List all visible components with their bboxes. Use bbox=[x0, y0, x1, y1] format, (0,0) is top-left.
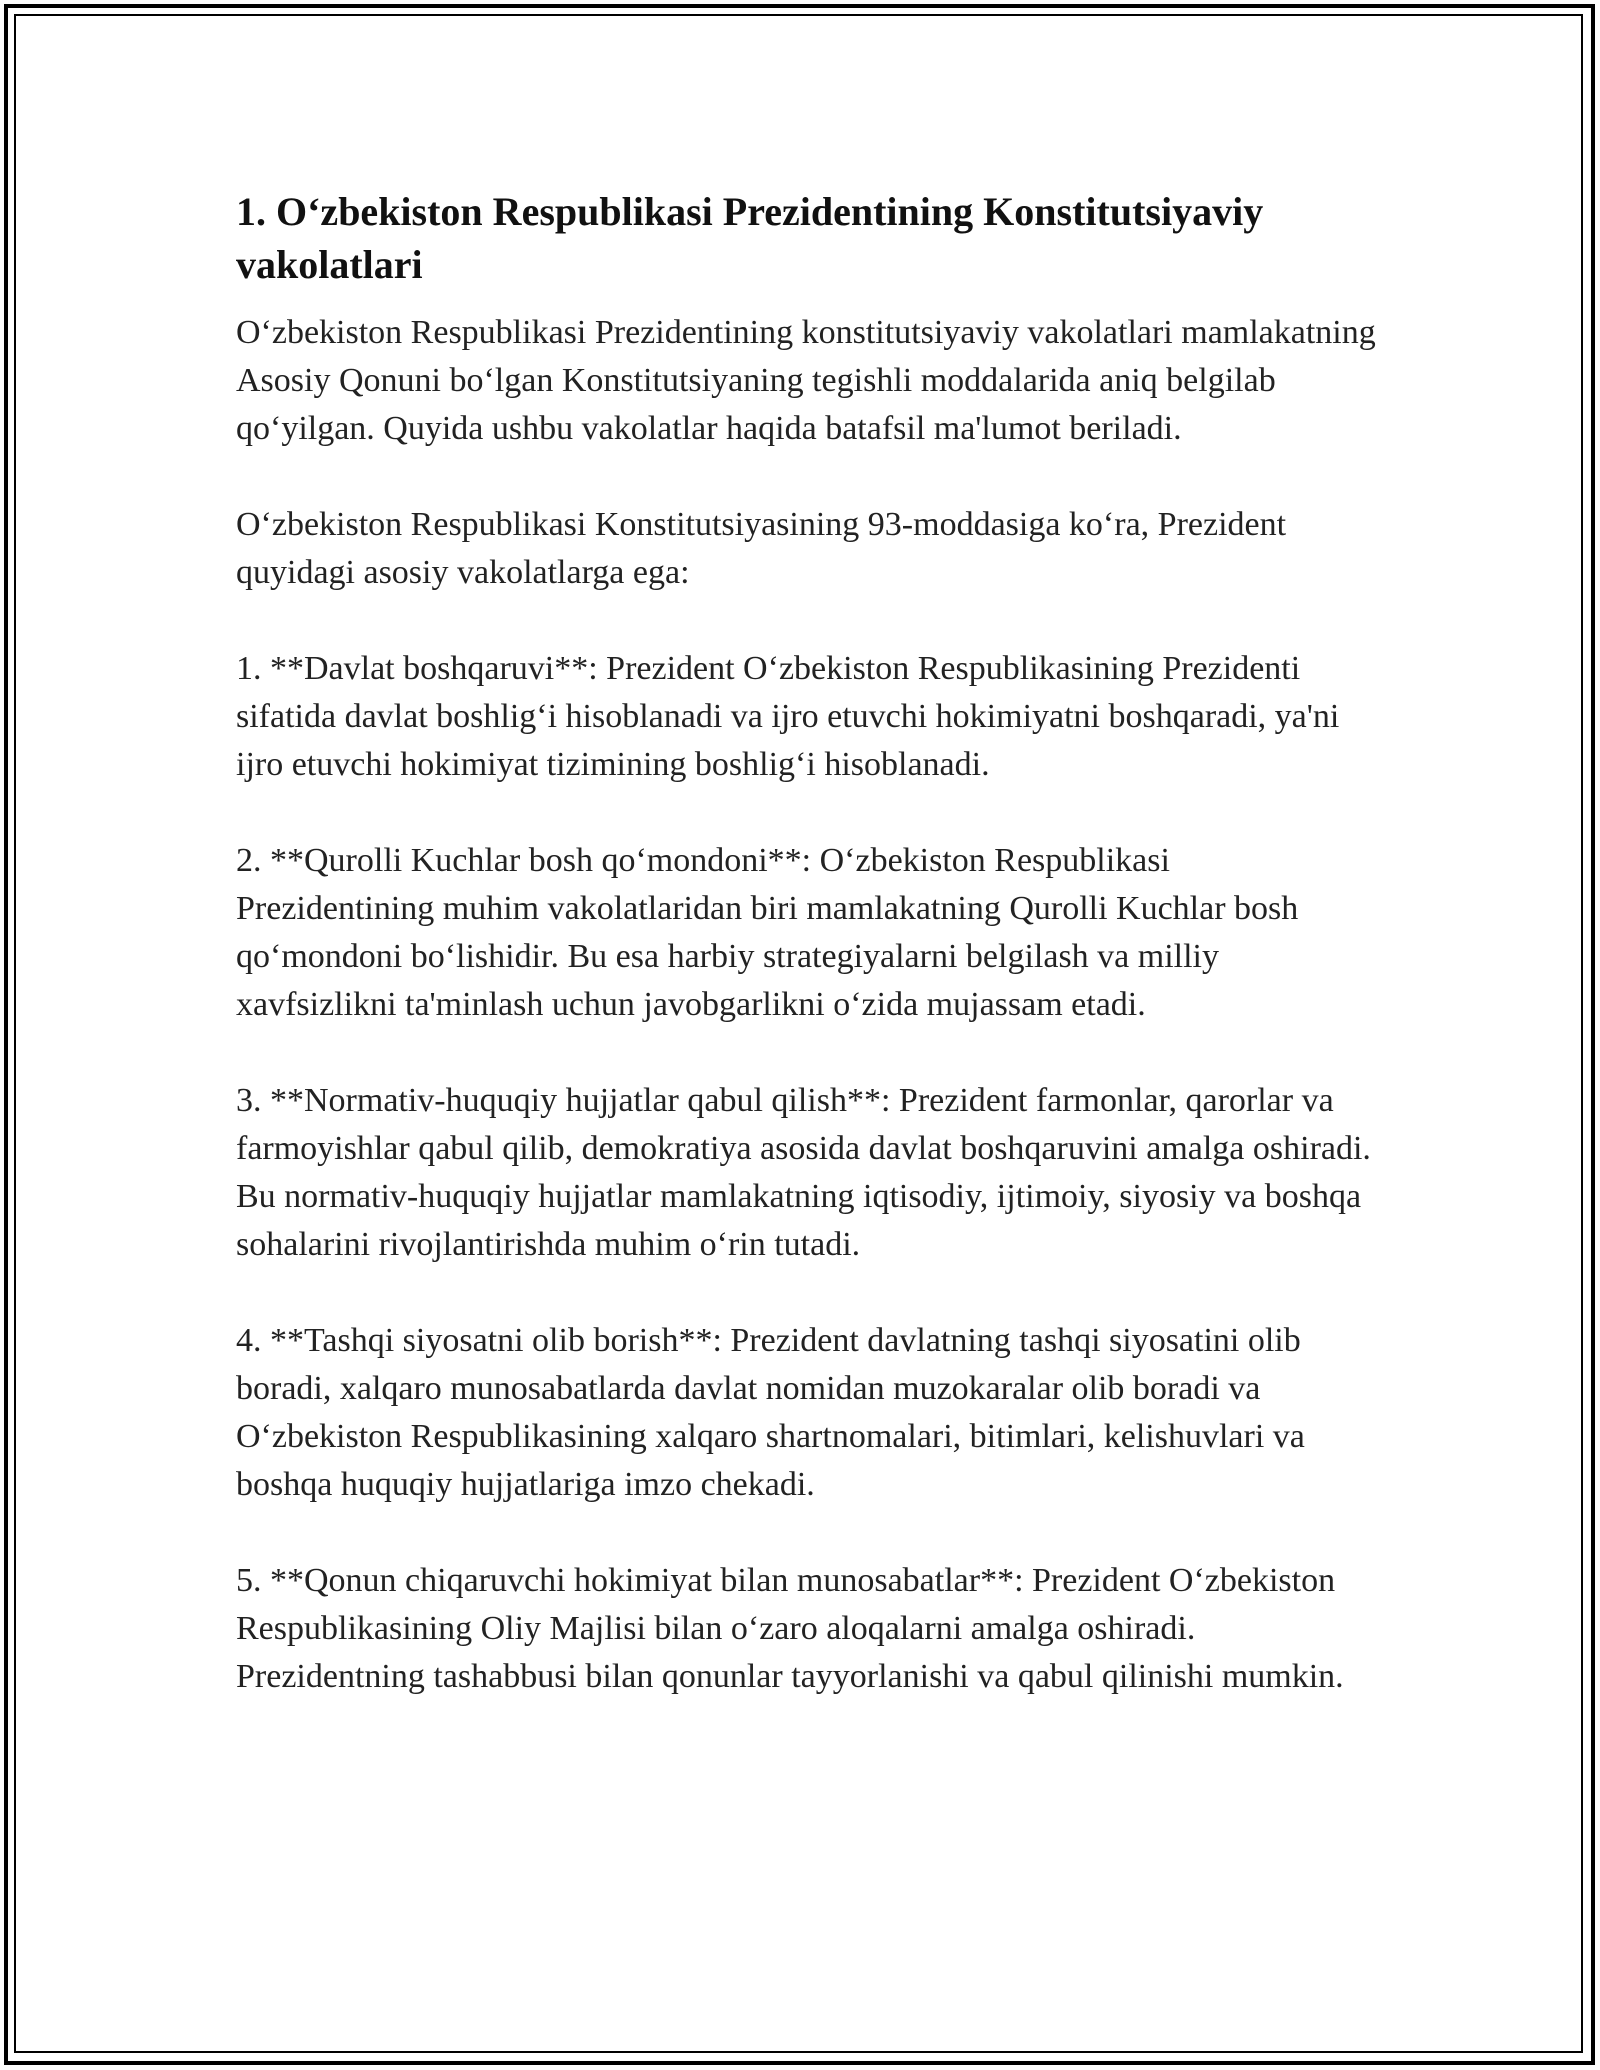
intro-paragraph: O‘zbekiston Respublikasi Prezidentining konstitutsiyaviy vakolatlari mamlakatning Asosiy Qonuni bo‘lgan Konstitutsiyaning tegishli moddalarida aniq belgilab qo‘yilgan. Quyida ushbu vakolatlar haqida batafsil ma'lumot beriladi. bbox=[236, 314, 1376, 447]
article-93-paragraph: O‘zbekiston Respublikasi Konstitutsiyasining 93-moddasiga ko‘ra, Prezident quyidagi asosiy vakolatlarga ega: bbox=[236, 506, 1287, 591]
power-item-1: 1. **Davlat boshqaruvi**: Prezident O‘zbekiston Respublikasining Prezidenti sifatida davlat boshlig‘i hisoblanadi va ijro etuvchi hokimiyatni boshqaradi, ya'ni ijro etuvchi hokimiyat tizimining boshlig‘i hisoblanadi. bbox=[236, 650, 1340, 783]
power-item-5: 5. **Qonun chiqaruvchi hokimiyat bilan munosabatlar**: Prezident O‘zbekiston Respublikasining Oliy Majlisi bilan o‘zaro aloqalarni amalga oshiradi. Prezidentning tashabbusi bilan qonunlar tayyorlanishi va qabul qilinishi mumkin. bbox=[236, 1562, 1344, 1695]
power-item-3: 3. **Normativ-huquqiy hujjatlar qabul qilish**: Prezident farmonlar, qarorlar va farmoyishlar qabul qilib, demokratiya asosida davlat boshqaruvini amalga oshiradi. Bu normativ-huquqiy hujjatlar mamlakatning iqtisodiy, ijtimoiy, siyosiy va boshqa sohalarini rivojlantirishda muhim o‘rin tutadi. bbox=[236, 1082, 1371, 1263]
section-heading: 1. O‘zbekiston Respublikasi Prezidentining Konstitutsiyaviy vakolatlari bbox=[236, 189, 1264, 287]
power-item-4: 4. **Tashqi siyosatni olib borish**: Prezident davlatning tashqi siyosatini olib boradi, xalqaro munosabatlarda davlat nomidan muzokaralar olib boradi va O‘zbekiston Respublikasining xalqaro shartnomalari, bitimlari, kelishuvlari va boshqa huquqiy hujjatlariga imzo chekadi. bbox=[236, 1322, 1305, 1503]
document-body bbox=[236, 185, 1376, 1749]
power-item-2: 2. **Qurolli Kuchlar bosh qo‘mondoni**: O‘zbekiston Respublikasi Prezidentining muhim vakolatlaridan biri mamlakatning Qurolli Kuchlar bosh qo‘mondoni bo‘lishidir. Bu esa harbiy strategiyalarni belgilash va milliy xavfsizlikni ta'minlash uchun javobgarlikni o‘zida mujassam etadi. bbox=[236, 842, 1299, 1023]
